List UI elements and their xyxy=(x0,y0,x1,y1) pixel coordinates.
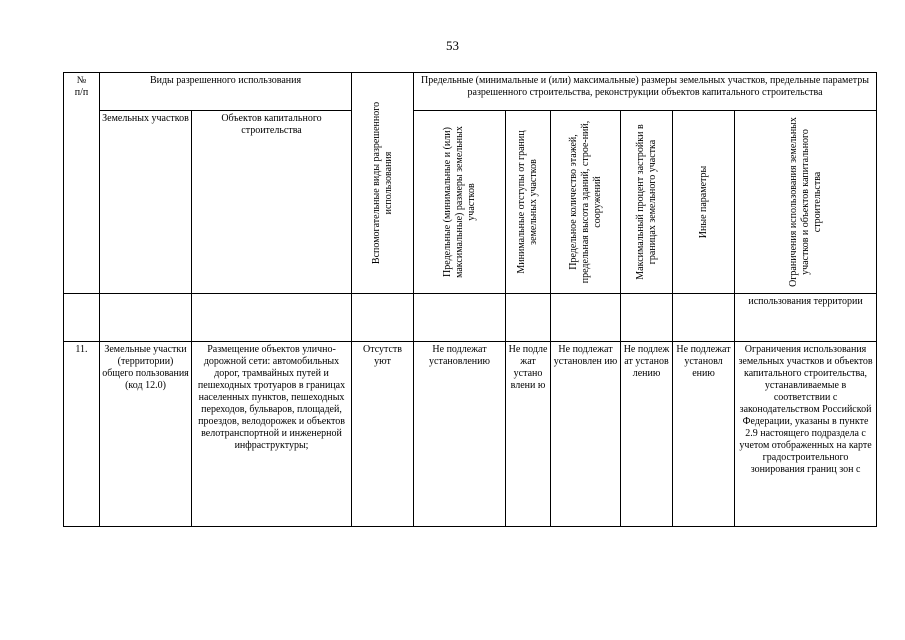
header-floors xyxy=(551,111,621,294)
header-other-params xyxy=(673,111,735,294)
table-cell xyxy=(100,294,192,342)
zoning-regulations-table xyxy=(63,72,877,527)
header-permitted-use-group: Виды разрешенного использования xyxy=(100,73,352,111)
header-number: № п/п xyxy=(64,73,100,294)
row-plot-sizes: Не подлежат установлению xyxy=(414,342,506,527)
row-build-percent: Не подлеж ат установ лению xyxy=(621,342,673,527)
table-row xyxy=(64,342,877,527)
table-cell xyxy=(621,294,673,342)
header-floors-text: Предельное количество этажей, предельная высота зданий, строе-ний, сооружений xyxy=(567,120,603,284)
header-restrictions xyxy=(735,111,877,294)
table-cell xyxy=(551,294,621,342)
header-setbacks xyxy=(506,111,551,294)
header-other-params-text: Иные параметры xyxy=(697,165,709,239)
table-cell xyxy=(506,294,551,342)
continuation-restrictions: использования территории xyxy=(735,294,877,342)
continuation-row xyxy=(64,294,877,342)
row-restrictions: Ограничения использования земельных участков и объектов капитального строительства, устанавливаемые в соответствии с законодательством Российской Федерации, указаны в пункте 2.9 настоящего подраздела с учетом отображенных на карте градостроительного зонирования границ зон с xyxy=(735,342,877,527)
header-auxiliary-use xyxy=(352,73,414,294)
header-build-percent-text: Максимальный процент застройки в границах земельного участка xyxy=(634,124,658,280)
header-setbacks-text: Минимальные отступы от границ земельных участков xyxy=(516,130,540,274)
row-auxiliary: Отсутств уют xyxy=(352,342,414,527)
header-plot-sizes-text: Предельные (минимальные и (или) максимальные) размеры земельных участков xyxy=(441,126,477,278)
table-cell xyxy=(673,294,735,342)
table-cell xyxy=(352,294,414,342)
header-land-plots: Земельных участков xyxy=(100,111,192,294)
row-land-plots: Земельные участки (территории) общего пользования (код 12.0) xyxy=(100,342,192,527)
row-number: 11. xyxy=(64,342,100,527)
table-cell xyxy=(64,294,100,342)
header-restrictions-text: Ограничения использования земельных участков и объектов капитального строительства xyxy=(787,117,823,287)
row-setbacks: Не подле жат устано влени ю xyxy=(506,342,551,527)
row-capital-objects: Размещение объектов улично-дорожной сети: автомобильных дорог, трамвайных путей и пешеходных тротуаров в границах населенных пунктов, пешеходных переходов, бульваров, площадей, проездов, велодорожек и объектов велотранспортной и инженерной инфраструктуры; xyxy=(192,342,352,527)
header-limit-parameters-group: Предельные (минимальные и (или) максимальные) размеры земельных участков, предельные параметры разрешенного строительства, реконструкции объектов капитального строительства xyxy=(414,73,877,111)
header-build-percent xyxy=(621,111,673,294)
page-number: 53 xyxy=(446,38,459,53)
row-other-params: Не подлежат установл ению xyxy=(673,342,735,527)
row-floors: Не подлежат установлен ию xyxy=(551,342,621,527)
table-cell xyxy=(192,294,352,342)
table-cell xyxy=(414,294,506,342)
header-auxiliary-use-text: Вспомогательные виды разрешенного использования xyxy=(370,101,394,265)
header-plot-sizes xyxy=(414,111,506,294)
header-capital-objects: Объектов капитального строительства xyxy=(192,111,352,294)
